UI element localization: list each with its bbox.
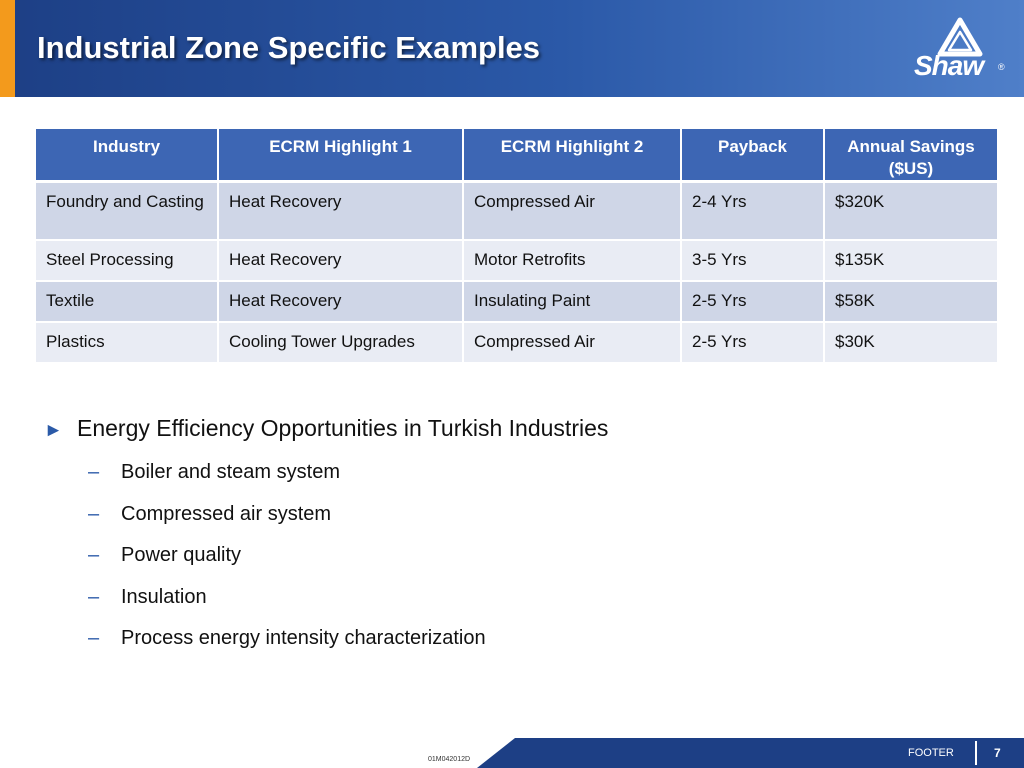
sub-bullet-text: Power quality <box>121 544 242 566</box>
cell-payback: 3-5 Yrs <box>681 240 824 281</box>
cell-ecrm-1: Cooling Tower Upgrades <box>218 322 463 363</box>
cell-ecrm-2: Motor Retrofits <box>463 240 681 281</box>
cell-industry: Steel Processing <box>35 240 218 281</box>
cell-savings: $135K <box>824 240 998 281</box>
logo-wordmark: Shaw <box>914 50 984 81</box>
header-payback: Payback <box>681 128 824 182</box>
table-row <box>35 182 998 240</box>
dash-bullet-icon: – <box>88 461 100 483</box>
savings-table <box>34 127 999 364</box>
cell-ecrm-1: Heat Recovery <box>218 182 463 240</box>
dash-bullet-icon: – <box>88 503 100 525</box>
sub-bullet <box>88 586 207 609</box>
cell-savings: $320K <box>824 182 998 240</box>
dash-bullet-icon: – <box>88 544 100 566</box>
header-annual-savings: Annual Savings ($US) <box>824 128 998 182</box>
sub-bullet <box>88 461 340 484</box>
dash-bullet-icon: – <box>88 627 100 649</box>
cell-ecrm-1: Heat Recovery <box>218 281 463 322</box>
cell-ecrm-2: Compressed Air <box>463 182 681 240</box>
cell-payback: 2-5 Yrs <box>681 322 824 363</box>
cell-savings: $58K <box>824 281 998 322</box>
sub-bullet-text: Boiler and steam system <box>121 461 340 483</box>
table-row <box>35 281 998 322</box>
cell-industry: Textile <box>35 281 218 322</box>
accent-bar <box>0 0 15 97</box>
cell-industry: Foundry and Casting <box>35 182 218 240</box>
cell-industry: Plastics <box>35 322 218 363</box>
dash-bullet-icon: – <box>88 586 100 608</box>
header-ecrm-1: ECRM Highlight 1 <box>218 128 463 182</box>
cell-payback: 2-5 Yrs <box>681 281 824 322</box>
cell-ecrm-2: Compressed Air <box>463 322 681 363</box>
main-bullet <box>44 415 608 442</box>
table-row <box>35 240 998 281</box>
page-number: 7 <box>994 746 1001 760</box>
sub-bullet-text: Compressed air system <box>121 503 332 525</box>
cell-payback: 2-4 Yrs <box>681 182 824 240</box>
sub-bullet <box>88 627 486 650</box>
table-row <box>35 322 998 363</box>
sub-bullet-text: Insulation <box>121 586 207 608</box>
slide-title: Industrial Zone Specific Examples <box>37 30 541 65</box>
sub-bullet-text: Process energy intensity characterization <box>121 627 486 649</box>
footer-label: FOOTER <box>908 747 954 759</box>
footer-divider <box>975 741 977 765</box>
cell-ecrm-1: Heat Recovery <box>218 240 463 281</box>
header-ecrm-2: ECRM Highlight 2 <box>463 128 681 182</box>
main-bullet-text: Energy Efficiency Opportunities in Turkish Industries <box>77 415 609 441</box>
sub-bullet <box>88 503 331 526</box>
header-industry: Industry <box>35 128 218 182</box>
triangle-bullet-icon: ► <box>44 420 63 441</box>
cell-savings: $30K <box>824 322 998 363</box>
table-header-row <box>35 128 998 182</box>
sub-bullet <box>88 544 241 567</box>
footer-doc-code: 01M042012D <box>428 756 471 763</box>
logo-registered-mark: ® <box>998 62 1005 72</box>
cell-ecrm-2: Insulating Paint <box>463 281 681 322</box>
